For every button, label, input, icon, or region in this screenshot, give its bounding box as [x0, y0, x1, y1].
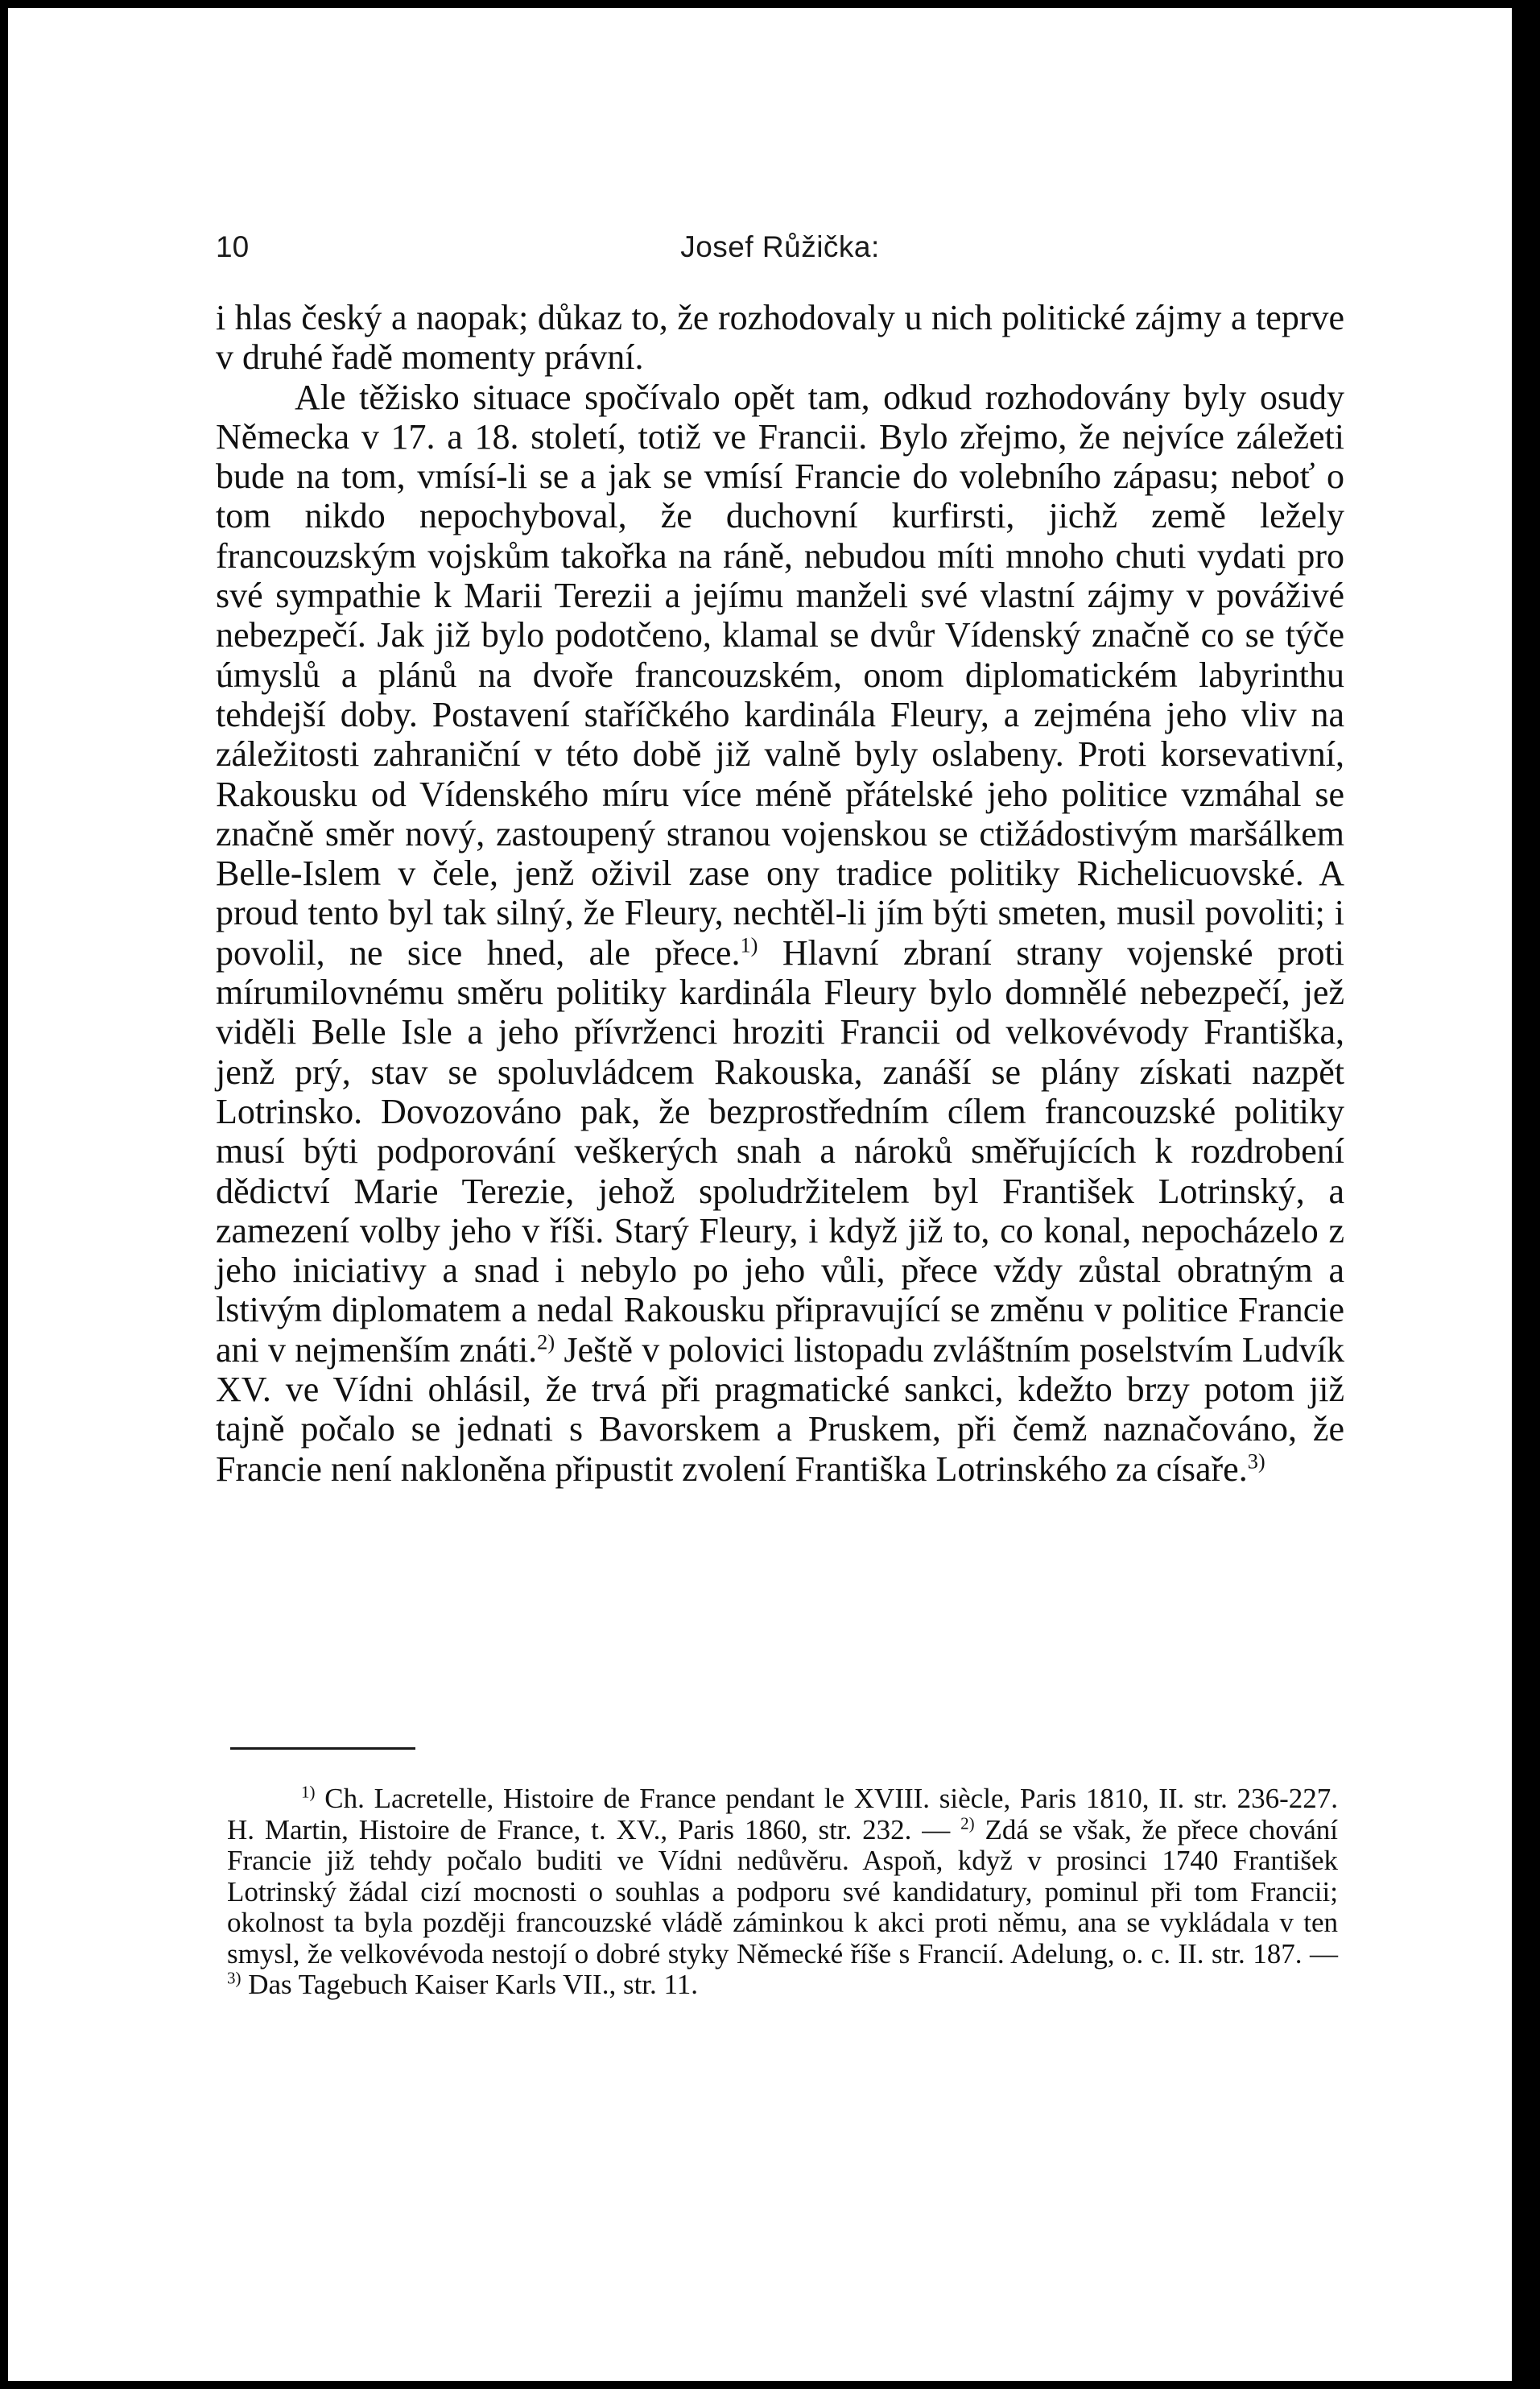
footnotes: [227, 1783, 1338, 2001]
footnote-1-mark-number: 1: [301, 1782, 310, 1802]
footnote-2-mark-number: 2: [960, 1812, 969, 1833]
main-text: [216, 298, 1344, 1489]
paragraph-2-part-2: Hlavní zbraní strany vojenské proti mírumilovnému směru politiky kardinála Fleury bylo domnělé nebezpečí, jež viděli Belle Isle a jeho přívrženci hroziti Francii od velkovévody Františka, jenž prý, stav se spoluvládcem Rakouska, zanáší se plány získati nazpět Lotrinsko. Dovozováno pak, že bezprostředním cílem francouzské politiky musí býti podporování veškerých snah a nároků směřujících k rozdrobení dědictví Marie Terezie, jehož spoludržitelem byl František Lotrinský, a zamezení volby jeho v říši. Starý Fleury, i když již to, co konal, nepocházelo z jeho iniciativy a snad i nebylo po jeho vůli, přece vždy zůstal obratným a lstivým diplomatem a nedal Rakousku připravující se změnu v politice Francie ani v nejmenším znáti.: [216, 932, 1344, 1370]
footnote-2-mark: 2): [960, 1812, 975, 1833]
running-title: Josef Růžička:: [680, 230, 880, 263]
footnote-3-mark: 3): [227, 1968, 242, 1988]
page-number: 10: [216, 230, 250, 263]
page-header: [216, 224, 1344, 272]
paragraph-1: i hlas český a naopak; důkaz to, že rozhodovaly u nich politické zájmy a teprve v druhé řadě momenty právní.: [216, 298, 1344, 378]
footnote-ref-2-number: 2: [537, 1329, 548, 1354]
footnote-block: [227, 1783, 1338, 2001]
footnote-ref-3: 3): [1247, 1448, 1265, 1473]
footnote-3-mark-number: 3: [227, 1968, 236, 1988]
footnote-3-text: Das Tagebuch Kaiser Karls VII., str. 11.: [248, 1969, 698, 2000]
footnote-ref-1-number: 1: [740, 932, 751, 957]
footnote-divider: [230, 1747, 415, 1750]
footnote-ref-2: 2): [537, 1329, 555, 1354]
paragraph-2-part-1: Ale těžisko situace spočívalo opět tam, odkud rozhodovány byly osudy Německa v 17. a 18. století, totiž ve Francii. Bylo zřejmo, že nejvíce záležeti bude na tom, vmísí-li se a jak se vmísí Francie do volebního zápasu; neboť o tom nikdo nepochyboval, že duchovní kurfirsti, jichž země ležely francouzským vojskům takořka na ráně, nebudou míti mnoho chuti vydati pro své sympathie k Marii Terezii a jejímu manželi své vlastní zájmy v pováživé nebezpečí. Jak již bylo podotčeno, klamal se dvůr Vídenský značně co se týče úmyslů a plánů na dvoře francouzském, onom diplomatickém labyrinthu tehdejší doby. Postavení staříčkého kardinála Fleury, a zejména jeho vliv na záležitosti zahraniční v této době již valně byly oslabeny. Proti korsevativní, Rakousku od Vídenského míru více méně přátelské jeho politice vzmáhal se značně směr nový, zastoupený stranou vojenskou se ctižádostivým maršálkem Belle-Islem v čele, jenž oživil zase ony tradice politiky Richelicuovské. A proud tento byl tak silný, že Fleury, nechtěl-li jím býti smeten, musil povoliti; i povolil, ne sice hned, ale přece.: [216, 377, 1344, 973]
footnote-2-text: Zdá se však, že přece chování Francie již tehdy počalo buditi ve Vídni nedůvěru. Aspoň, když v prosinci 1740 František Lotrinský žádal cizí mocnosti o souhlas a podporu své kandidatury, pominul při tom Francii; okolnost ta byla později francouzské vládě záminkou k akci proti němu, ana se vykládala v ten smysl, že velkovévoda nestojí o dobré styky Německé říše s Francií. Adelung, o. c. II. str. 187. —: [227, 1813, 1338, 1969]
paragraph-2-part-3: Ještě v polovici listopadu zvláštním poselstvím Ludvík XV. ve Vídni ohlásil, že trvá při pragmatické sankci, kdežto brzy potom již tajně počalo se jednati s Bavorskem a Pruskem, při čemž naznačováno, že Francie není nakloněna připustit zvolení Františka Lotrinského za císaře.: [216, 1329, 1345, 1489]
footnote-1-text: Ch. Lacretelle, Histoire de France pendant le XVIII. siècle, Paris 1810, II. str. 236-227. H. Martin, Histoire de France, t. XV., Paris 1860, str. 232. —: [227, 1783, 1338, 1845]
footnote-ref-1: 1): [740, 932, 758, 957]
book-page: [8, 8, 1512, 2381]
footnote-ref-3-number: 3: [1247, 1448, 1258, 1473]
paragraph-2: [216, 378, 1344, 1489]
footnote-1-mark: 1): [301, 1782, 316, 1802]
scan-edge: [1512, 0, 1540, 2389]
